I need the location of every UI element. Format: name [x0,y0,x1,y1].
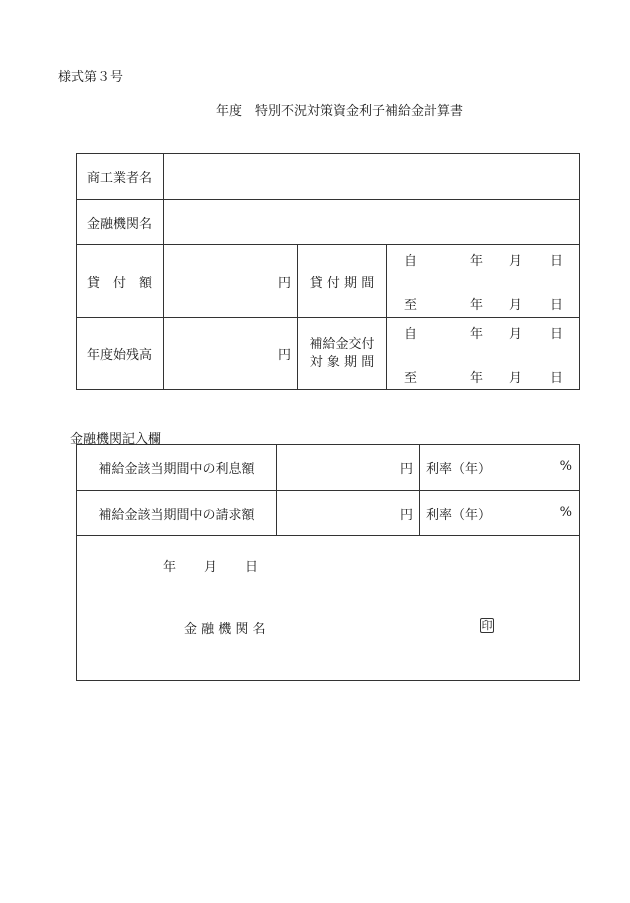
claim-yen-unit: 円 [399,507,413,523]
bank-table [76,444,580,681]
claim-row [77,491,580,536]
subsidy-period-from-label: 自 [404,327,418,342]
subsidy-period-label [298,318,387,390]
balance-row [77,318,580,390]
applicant-table [76,153,580,390]
subsidy-period-to-label: 至 [404,371,418,386]
subsidy-period-to-year: 年 [470,371,484,386]
loan-period-label: 貸 付 期 間 [298,245,387,318]
subsidy-period-label-line1: 補給金交付 [309,336,375,352]
subsidy-period-to-day: 日 [550,371,564,386]
interest-row [77,445,580,491]
subsidy-period-field[interactable] [387,318,580,390]
loan-row [77,245,580,318]
loan-period-to-month: 月 [509,298,523,313]
interest-rate-label: 利率（年） [426,462,492,477]
subsidy-period-to-month: 月 [509,371,523,386]
subsidy-period-from-year: 年 [470,327,484,342]
interest-rate-field[interactable] [420,445,580,491]
interest-rate-percent: % [559,459,572,474]
bank-section-heading: 金融機関記入欄 [70,432,162,447]
claim-field[interactable] [277,491,420,536]
loan-period-to-label: 至 [404,298,418,313]
form-title: 年度 特別不況対策資金利子補給金計算書 [216,104,464,119]
signature-day: 日 [245,560,259,575]
loan-period-from-line [387,250,579,269]
loan-period-from-month: 月 [509,254,523,269]
business-name-field[interactable] [164,154,580,200]
signature-month: 月 [204,560,218,575]
claim-rate-percent: % [559,505,572,520]
business-name-row [77,154,580,200]
loan-period-field[interactable] [387,245,580,318]
business-name-label: 商工業者名 [77,154,164,200]
claim-rate-label: 利率（年） [426,507,492,523]
loan-amount-field[interactable] [164,245,298,318]
opening-balance-label: 年度始残高 [77,318,164,390]
signature-block[interactable] [77,536,580,681]
bank-name-row [77,200,580,245]
subsidy-period-from-line [387,323,579,342]
signature-bank-name-label: 金 融 機 関 名 [184,622,266,637]
form-number: 様式第３号 [58,70,124,85]
subsidy-period-from-day: 日 [550,327,564,342]
loan-period-to-year: 年 [470,298,484,313]
loan-period-to-line [387,294,579,313]
claim-rate-field[interactable] [420,491,580,536]
loan-period-from-day: 日 [550,254,564,269]
interest-field[interactable] [277,445,420,491]
seal-icon: 印 [481,619,493,632]
opening-balance-field[interactable] [164,318,298,390]
interest-label: 補給金該当期間中の利息額 [77,445,277,491]
interest-yen-unit: 円 [399,462,413,477]
loan-amount-yen-unit: 円 [277,275,291,291]
bank-name-field[interactable] [164,200,580,245]
subsidy-period-to-line [387,367,579,386]
loan-period-to-day: 日 [550,298,564,313]
claim-label: 補給金該当期間中の請求額 [77,491,277,536]
signature-year: 年 [163,560,177,575]
signature-row [77,536,580,681]
loan-period-from-year: 年 [470,254,484,269]
subsidy-period-from-month: 月 [509,327,523,342]
opening-balance-yen-unit: 円 [277,348,291,363]
bank-name-label: 金融機関名 [77,200,164,245]
loan-amount-label: 貸 付 額 [77,245,164,318]
subsidy-period-label-line2: 対 象 期 間 [309,354,375,370]
loan-period-from-label: 自 [404,254,418,269]
